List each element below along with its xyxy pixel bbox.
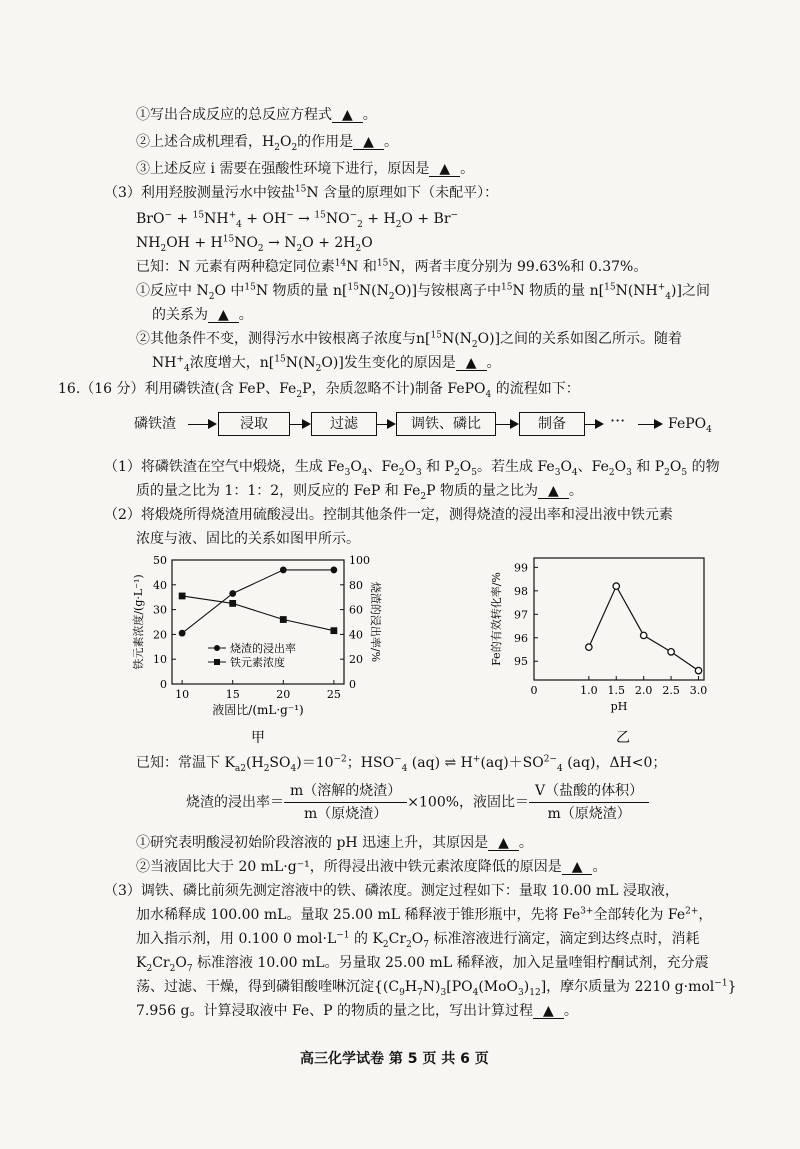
q16-part3-line6: 7.956 g。计算浸取液中 Fe、P 的物质的量之比，写出计算过程 ▲ 。 xyxy=(136,1003,578,1019)
q15-sub3-1: ①反应中 $N_2O$ 中$^{15}$N 物质的量 $n[^{15}N(N_2O)]$与铵根离子中$^{15}$N 物质的量 $n[^{15}N(NH^+_4)]$之间 xyxy=(136,282,710,302)
q16-part2-line1: （2）将煅烧所得烧渣用硫酸浸出。控制其他条件一定，测得烧渣的浸出率和浸出液中铁元素 xyxy=(104,507,673,523)
y-tick-label-right: 20 xyxy=(349,653,363,667)
x-tick-label: 10 xyxy=(175,688,190,701)
y-tick-label-right: 100 xyxy=(349,554,370,567)
legend-marker-circle xyxy=(214,645,220,651)
fraction-liquid-solid: $\frac{\text{V（盐酸的体积）}}{\text{m（原烧渣）}}$ xyxy=(529,784,649,821)
y-tick-label: 96 xyxy=(514,631,528,645)
q16-part2-sub2: ②当液固比大于 20 mL·g⁻¹，所得浸出液中铁元素浓度降低的原因是 ▲ 。 xyxy=(136,859,607,875)
answer-blank[interactable]: ▲ xyxy=(456,356,487,371)
answer-blank[interactable]: ▲ xyxy=(353,135,384,150)
x-tick-label: 15 xyxy=(225,688,240,701)
chart-title: 乙 xyxy=(616,730,630,746)
page-footer: 高三化学试卷 第 5 页 共 6 页 xyxy=(300,1051,489,1067)
equation-2: $NH_2OH + H^{15}NO_2 \to N_2O + 2H_2O$ xyxy=(136,234,373,254)
q15-sub3-2-line2: $NH^+_4$浓度增大，$n[^{15}N(N_2O)]$发生变化的原因是 ▲ 。 xyxy=(152,354,501,374)
data-point-square xyxy=(229,600,236,607)
q15-sub3-2: ②其他条件不变，测得污水中铵根离子浓度与$n[^{15}N(N_2O)]$之间的关系如图乙所示。随着 xyxy=(136,330,683,350)
legend-label: 铁元素浓度 xyxy=(230,656,285,669)
x-tick-label: 1.0 xyxy=(580,684,598,697)
y-tick-label-right: 0 xyxy=(349,678,356,691)
q15-sub2: ②上述合成机理看，$H_2O_2$的作用是 ▲ 。 xyxy=(136,134,398,153)
q16-part3-line5: 荡、过滤、干燥，得到磷钼酸喹啉沉淀{$(C_9H_7N)_3[PO_4(MoO_3)_{12}]$，摩尔质量为 2210 g·mol$^{-1}$} xyxy=(136,978,737,998)
answer-blank[interactable]: ▲ xyxy=(533,1004,564,1019)
y-axis-label: Fe的有效转化率/% xyxy=(490,572,503,666)
data-point-circle xyxy=(330,567,337,574)
arrow-icon xyxy=(595,419,604,429)
data-point xyxy=(668,649,674,655)
flow-step-4: 制备 xyxy=(519,412,585,436)
plot-frame xyxy=(534,558,704,680)
data-point-circle xyxy=(179,630,186,637)
y-tick-label-right: 80 xyxy=(349,578,363,592)
q16-part1-line1: （1）将磷铁渣在空气中煅烧，生成 $Fe_3O_4$、$Fe_2O_3$ 和 $P_2O_5$。若生成 $Fe_3O_4$、$Fe_2O_3$ 和 $P_2O_5$ 的物 xyxy=(104,459,720,478)
flow-step-2: 过滤 xyxy=(311,412,377,436)
equation-1: $BrO^- + ^{15}NH^+_4 + OH^- \to ^{15}NO^-_2 + H_2O + Br^-$ xyxy=(136,210,459,230)
arrow-icon xyxy=(510,419,519,429)
y-tick-label-left: 10 xyxy=(153,653,167,667)
x-tick-label: 1.5 xyxy=(607,684,626,697)
q16-part2-sub1: ①研究表明酸浸初始阶段溶液的 pH 迅速上升，其原因是 ▲ 。 xyxy=(136,835,533,851)
answer-blank[interactable]: ▲ xyxy=(562,860,593,875)
y-tick-label-left: 0 xyxy=(160,678,167,691)
flow-dots: ··· xyxy=(610,411,626,430)
x-tick-label: 2.5 xyxy=(662,684,680,697)
q16-part2-line2: 浓度与液、固比的关系如图甲所示。 xyxy=(136,531,360,547)
y-tick-label: 98 xyxy=(514,584,528,598)
x-tick-label: 25 xyxy=(326,688,341,701)
y-tick-label: 97 xyxy=(514,608,528,622)
y-tick-label-left: 30 xyxy=(153,603,167,617)
data-point-circle xyxy=(280,567,287,574)
formula-row: 烧渣的浸出率＝ $\frac{\text{m（溶解的烧渣）}}{\text{m（原烧渣）}}$ ×100%，液固比＝ $\frac{\text{V（盐酸的体积）}}{\text{m（原烧渣）}}$ xyxy=(186,784,649,821)
q16-title: 16.（16 分）利用磷铁渣(含 FeP、$Fe_2P$，杂质忽略不计)制备 FePO$_4$ 的流程如下： xyxy=(58,381,580,400)
y-axis-label-right: 烧渣的浸出率/% xyxy=(369,581,382,663)
y-tick-label-right: 60 xyxy=(349,603,363,617)
q15-known: 已知：N 元素有两种稳定同位素$^{14}$N 和$^{15}$N，两者丰度分别为 99.63%和 0.37%。 xyxy=(136,258,648,275)
x-tick-label: 2.0 xyxy=(634,684,653,697)
q15-sub3: ③上述反应 i 需要在强酸性环境下进行，原因是 ▲ 。 xyxy=(136,161,475,177)
data-point-square xyxy=(330,627,337,634)
series-line-0 xyxy=(182,570,334,633)
data-point xyxy=(586,644,592,650)
q16-part3-line3: 加入指示剂，用 0.100 0 $mol\cdot L^{-1}$ 的 $K_2Cr_2O_7$ 标准溶液进行滴定，滴定到达终点时，消耗 xyxy=(136,930,700,950)
y-tick-label: 99 xyxy=(514,561,528,575)
series-line-1 xyxy=(182,596,334,631)
answer-blank[interactable]: ▲ xyxy=(208,308,239,323)
flow-step-1: 浸取 xyxy=(218,412,290,436)
q15-sub3-1-line2: 的关系为 ▲ 。 xyxy=(152,307,253,323)
chart-yi xyxy=(478,548,738,748)
chart-title: 甲 xyxy=(251,730,265,746)
legend-marker-square xyxy=(214,659,220,665)
series-line xyxy=(589,586,699,670)
answer-blank[interactable]: ▲ xyxy=(488,836,519,851)
q16-part1-line2: 质的量之比为 1：1：2，则反应的 FeP 和 $Fe_2P$ 物质的量之比为 ▲ 。 xyxy=(136,483,583,502)
answer-blank[interactable]: ▲ xyxy=(332,108,363,123)
x-tick-label: 0 xyxy=(530,684,538,697)
fraction-leach-rate: $\frac{\text{m（溶解的烧渣）}}{\text{m（原烧渣）}}$ xyxy=(284,784,407,821)
arrow-icon xyxy=(208,419,217,429)
arrow-icon xyxy=(387,419,396,429)
answer-blank[interactable]: ▲ xyxy=(538,484,569,499)
x-axis-label: pH xyxy=(610,700,628,713)
y-tick-label-right: 40 xyxy=(349,628,363,642)
data-point xyxy=(695,667,701,673)
x-axis-label: 液固比/(mL·g⁻¹) xyxy=(212,703,304,717)
data-point-square xyxy=(280,616,287,623)
flow-step-3: 调铁、磷比 xyxy=(396,412,496,436)
data-point xyxy=(613,583,619,589)
q16-known: 已知：常温下 $K_{a2}(H_2SO_4)=10^{-2}$；$HSO^-_4$ (aq) ⇌ $H^+(aq)+SO^{2-}_4$ (aq)，ΔH<0； xyxy=(136,754,667,774)
q16-part3-line1: （3）调铁、磷比前须先测定溶液中的铁、磷浓度。测定过程如下：量取 10.00 mL 浸取液， xyxy=(104,883,679,899)
data-point-circle xyxy=(229,590,236,597)
arrow-icon xyxy=(302,419,311,429)
y-tick-label-left: 20 xyxy=(153,628,167,642)
y-tick-label-left: 40 xyxy=(153,578,167,592)
y-tick-label-left: 50 xyxy=(153,554,167,567)
q16-part3-line2: 加水稀释成 100.00 mL。量取 25.00 mL 稀释液于锥形瓶中，先将 $Fe^{3+}$全部转化为 $Fe^{2+}$， xyxy=(136,906,713,923)
flow-end: FePO$_4$ xyxy=(668,416,712,435)
legend-label: 烧渣的浸出率 xyxy=(230,642,296,655)
data-point xyxy=(640,632,646,638)
x-tick-label: 3.0 xyxy=(689,684,708,697)
flow-start: 磷铁渣 xyxy=(134,416,176,432)
answer-blank[interactable]: ▲ xyxy=(429,162,460,177)
q15-sub1: ①写出合成反应的总反应方程式 ▲ 。 xyxy=(136,107,377,123)
x-tick-label: 20 xyxy=(276,688,291,701)
arrow-icon xyxy=(654,419,663,429)
q15-part3-intro: （3）利用羟胺测量污水中铵盐$^{15}$N 含量的原理如下（未配平）： xyxy=(104,184,499,201)
data-point-square xyxy=(179,593,186,600)
chart-jia xyxy=(112,548,382,748)
y-tick-label: 95 xyxy=(514,655,528,669)
y-axis-label-left: 铁元素浓度/(g·L⁻¹) xyxy=(132,574,145,670)
q16-part3-line4: $K_2Cr_2O_7$ 标准溶液 10.00 mL。另量取 25.00 mL 稀释液，加入足量喹钼柠酮试剂，充分震 xyxy=(136,955,709,974)
